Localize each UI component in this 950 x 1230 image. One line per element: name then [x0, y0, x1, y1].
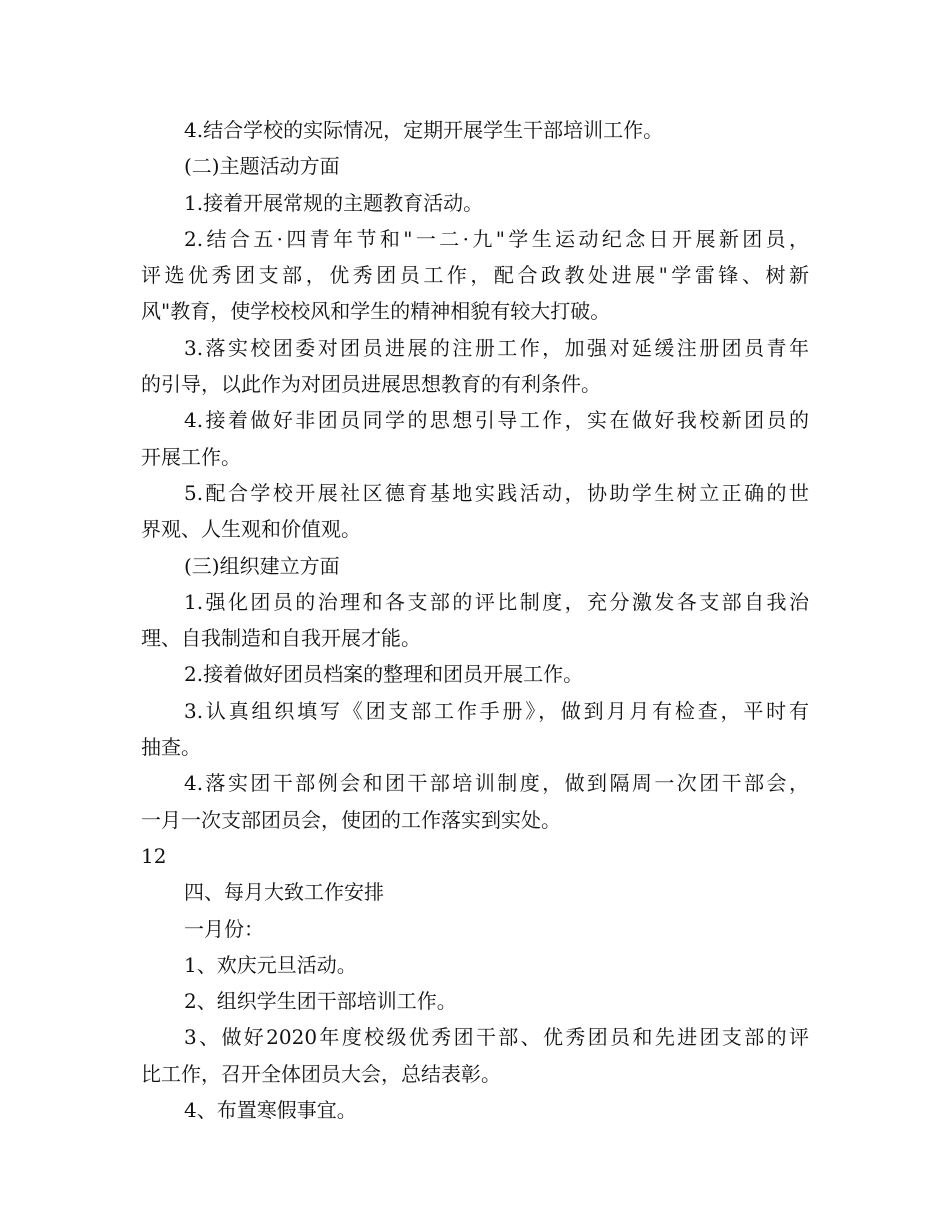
- paragraph-line: 的引导，以此作为对团员进展思想教育的有利条件。: [141, 372, 601, 397]
- paragraph-line: 3.落实校团委对团员进展的注册工作，加强对延缓注册团员青年: [184, 335, 809, 360]
- list-item: 1、欢庆元旦活动。: [184, 952, 357, 977]
- paragraph-line: 理、自我制造和自我开展才能。: [141, 626, 421, 651]
- list-item: 2、组织学生团干部培训工作。: [184, 989, 457, 1014]
- paragraph-line: 5.配合学校开展社区德育基地实践活动，协助学生树立正确的世: [184, 480, 809, 505]
- paragraph-line: 3.认真组织填写《团支部工作手册》，做到月月有检查，平时有: [184, 698, 809, 723]
- paragraph-line: 4.落实团干部例会和团干部培训制度，做到隔周一次团干部会，: [184, 771, 809, 796]
- list-item: 3、做好2020年度校级优秀团干部、优秀团员和先进团支部的评: [184, 1025, 809, 1050]
- paragraph-line: 评选优秀团支部，优秀团员工作，配合政教处进展"学雷锋、树新: [141, 263, 809, 288]
- paragraph-line: 风"教育，使学校校风和学生的精神相貌有较大打破。: [141, 299, 611, 324]
- paragraph-line: 4.接着做好非团员同学的思想引导工作，实在做好我校新团员的: [184, 408, 809, 433]
- section-heading-theme-activities: (二)主题活动方面: [184, 154, 340, 179]
- paragraph-line: 2.接着做好团员档案的整理和团员开展工作。: [184, 662, 584, 687]
- list-item-continuation: 比工作，召开全体团员大会，总结表彰。: [141, 1061, 501, 1086]
- paragraph-line: 1.接着开展常规的主题教育活动。: [184, 190, 484, 215]
- paragraph-line: 界观、人生观和价值观。: [141, 517, 361, 542]
- page-number: 12: [141, 843, 167, 868]
- section-heading-monthly-plan: 四、每月大致工作安排: [184, 880, 384, 905]
- paragraph-line: 抽查。: [141, 735, 201, 760]
- paragraph-line: 一月一次支部团员会，使团的工作落实到实处。: [141, 807, 561, 832]
- month-heading: 一月份：: [184, 916, 264, 941]
- list-item: 4、布置寒假事宜。: [184, 1098, 357, 1123]
- paragraph-line: 开展工作。: [141, 444, 241, 469]
- paragraph-line: 4.结合学校的实际情况，定期开展学生干部培训工作。: [184, 118, 664, 142]
- paragraph-line: 1.强化团员的治理和各支部的评比制度，充分激发各支部自我治: [184, 589, 809, 614]
- section-heading-organization: (三)组织建立方面: [184, 553, 340, 578]
- document-body: [141, 112, 809, 1128]
- paragraph-line: 2.结合五·四青年节和"一二·九"学生运动纪念日开展新团员，: [184, 226, 809, 251]
